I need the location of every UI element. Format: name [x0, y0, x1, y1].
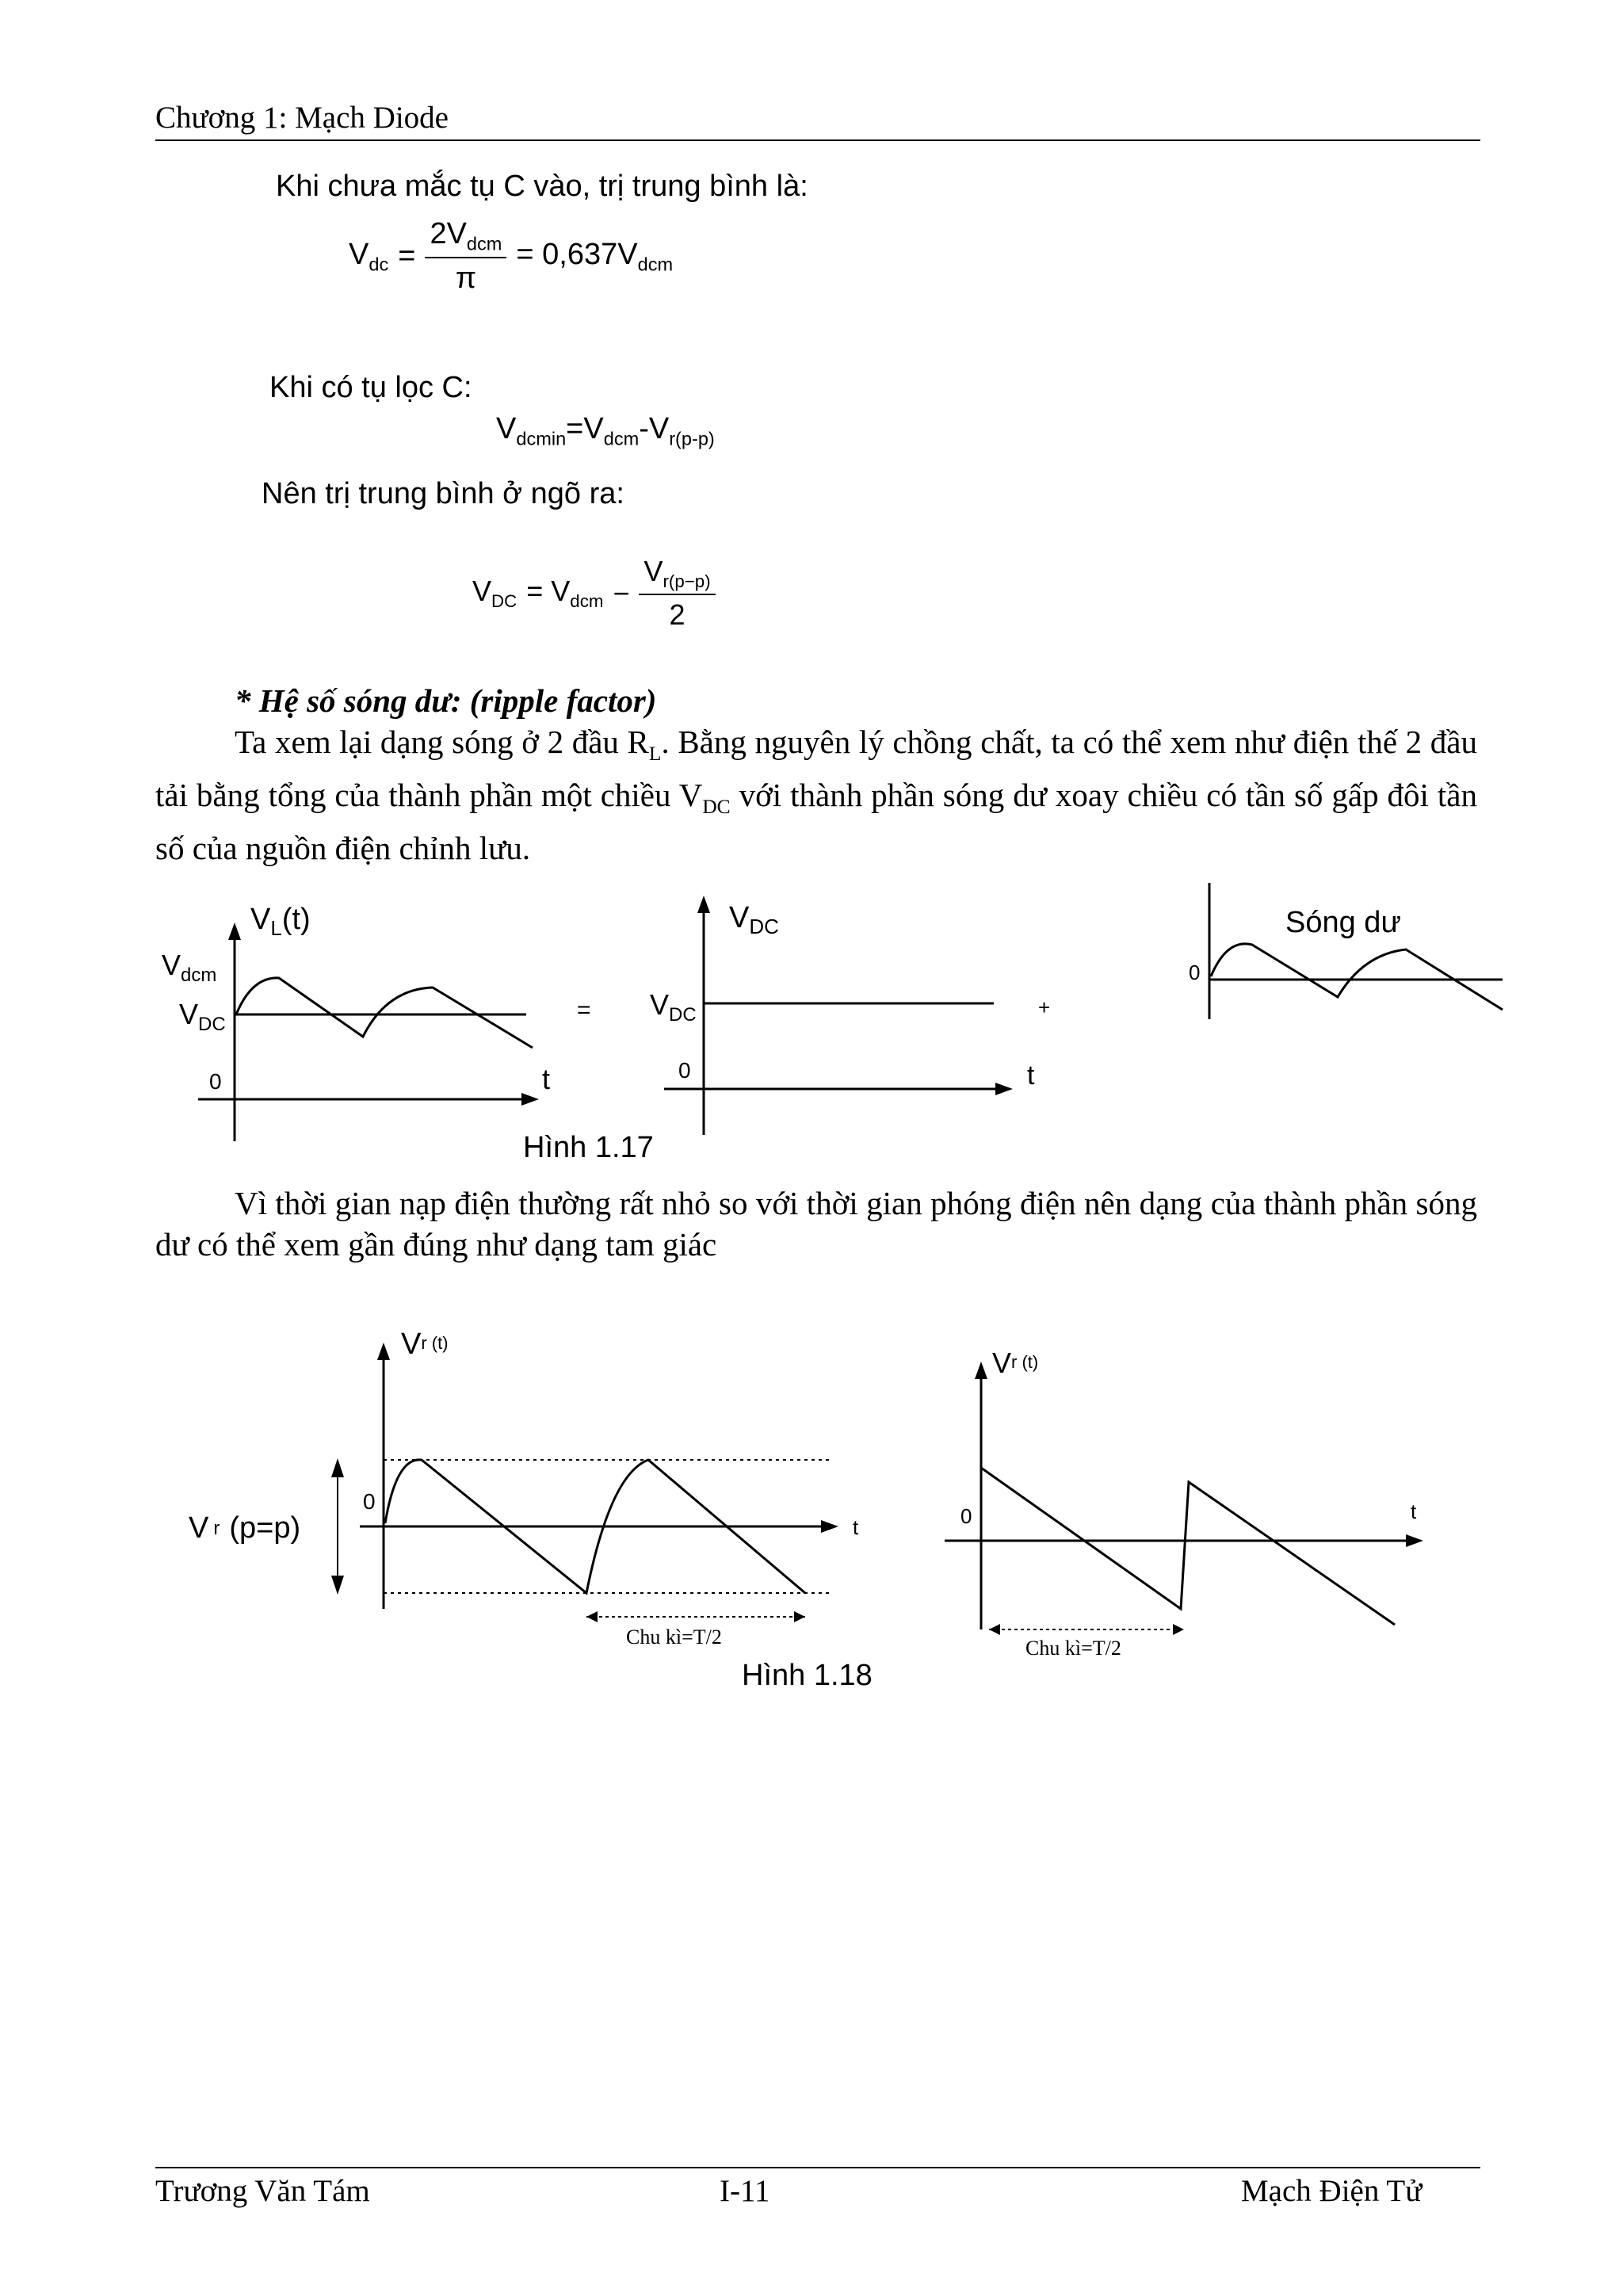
plus-sign: + — [1038, 995, 1051, 1019]
st-zero-label: 0 — [960, 1504, 972, 1528]
rd-ylabel: Vr (t) — [401, 1328, 449, 1361]
st-waveform — [981, 1468, 1395, 1625]
vdc-ylabel: $V_{DC}$ — [729, 901, 779, 938]
figure-1-17 — [0, 872, 1623, 1189]
graph-ripple — [1209, 883, 1503, 1019]
vl-vdcm-label: $V_{dcm}$ — [162, 949, 217, 986]
ripple-title: Sóng dư — [1285, 906, 1401, 939]
st-ylabel: Vr (t) — [992, 1347, 1039, 1379]
vdc-level-label: $V_{DC}$ — [650, 988, 697, 1026]
rd-t-label: t — [853, 1515, 859, 1539]
footer-page-number: I-11 — [720, 2174, 770, 2208]
caption-1-17: Hình 1.17 — [523, 1131, 654, 1164]
vl-t-label: t — [542, 1063, 551, 1095]
intro-no-cap: Khi chưa mắc tụ C vào, trị trung bình là: — [276, 170, 808, 203]
graph-sawtooth — [945, 1362, 1423, 1629]
graph-vdc — [664, 896, 1013, 1135]
graph-vl — [198, 923, 539, 1141]
vl-zero-label: 0 — [209, 1069, 222, 1094]
caption-1-18: Hình 1.18 — [742, 1659, 873, 1692]
vl-waveform — [236, 978, 533, 1048]
vl-vdc-label: $V_{DC}$ — [179, 998, 226, 1035]
graph-ripple-detail — [338, 1343, 838, 1617]
ripple-zero-label: 0 — [1189, 961, 1201, 984]
equals-sign: = — [577, 997, 591, 1023]
vl-ylabel: $V_L(t)$ — [250, 903, 311, 940]
rd-amp-label: Vr (p=p) — [189, 1511, 301, 1545]
page-header: Chương 1: Mạch Diode — [155, 101, 449, 135]
header-rule — [155, 139, 1480, 141]
vdc-zero-label: 0 — [678, 1058, 691, 1083]
footer-author: Trương Văn Tám — [155, 2174, 370, 2208]
paragraph-superposition: Ta xem lại dạng sóng ở 2 đầu $R_L$. Bằng nguyên lý chồng chất, ta có thể xem như điện thế 2 đầu tải bằng tổng của thành phần một chiều $V_{DC}$ với thành phần sóng dư xoay chiều có tần số gấp đôi tần số của nguồn điện chỉnh lưu. — [155, 724, 1477, 867]
st-t-label: t — [1411, 1499, 1417, 1523]
footer-rule — [155, 2167, 1480, 2168]
formula-vdcmin: $V_{dcmin}=V_{dcm}-V_{r(p-p)}$ — [496, 412, 715, 449]
vdc-t-label: t — [1027, 1060, 1035, 1091]
section-title: * Hệ số sóng dư: (ripple factor) — [235, 682, 657, 719]
intro-with-cap: Khi có tụ lọc C: — [269, 371, 472, 404]
formula-vdc-output: $V_{DC}$ = $V_{dcm}$ − $\frac{V_{r(p-p)}}{2}$ — [472, 555, 716, 632]
intro-output: Nên trị trung bình ở ngõ ra: — [262, 477, 624, 510]
rd-zero-label: 0 — [363, 1489, 376, 1514]
formula-vdc: $V_{dc}$ = $\frac{2V_{dcm}}{\pi}$ = $0,637V_{dcm}$ — [349, 217, 674, 295]
figure-1-18 — [0, 1316, 1623, 1712]
footer-book-title: Mạch Điện Tử — [1241, 2174, 1423, 2208]
st-period-label: Chu kì=T/2 — [1025, 1637, 1121, 1660]
paragraph-triangle: Vì thời gian nạp điện thường rất nhỏ so với thời gian phóng điện nên dạng của thành phần sóng dư có thể xem gần đúng như dạng tam giác — [155, 1185, 1477, 1263]
ripple-waveform — [1211, 944, 1503, 1010]
rd-period-label: Chu kì=T/2 — [626, 1626, 722, 1648]
